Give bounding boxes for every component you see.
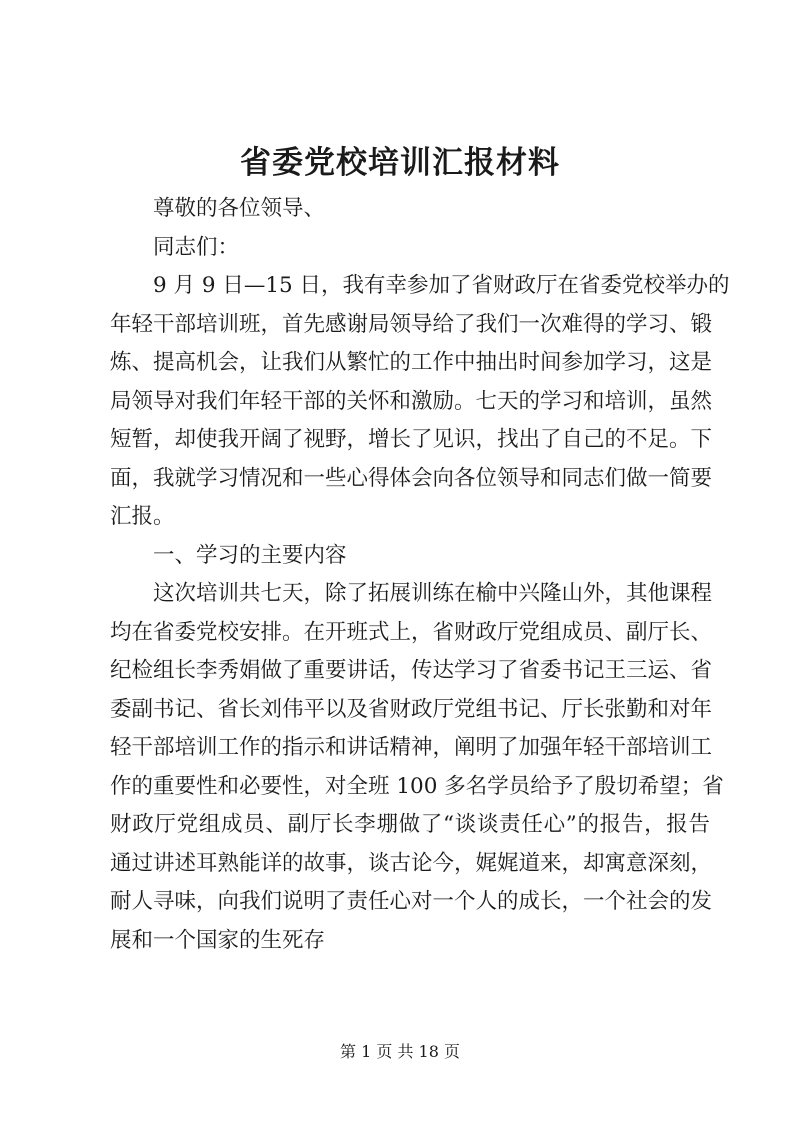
paragraph-line: 财政厅党组成员、副厅长李堋做了“谈谈责任心”的报告，报告 <box>110 812 710 837</box>
paragraph-line: 均在省委党校安排。在开班式上，省财政厅党组成员、副厅长、 <box>110 619 713 645</box>
paragraph-line: 这次培训共七天，除了拓展训练在榆中兴隆山外，其他课程 <box>153 581 713 606</box>
paragraph-line: 纪检组长李秀娟做了重要讲话，传达学习了省委书记王三运、省 <box>110 658 713 683</box>
page-number-footer: 第 1 页 共 18 页 <box>340 1042 460 1061</box>
paragraph-line: 展和一个国家的生死存 <box>110 927 326 953</box>
paragraph-line: 炼、提高机会，让我们从繁忙的工作中抽出时间参加学习，这是 <box>110 350 713 375</box>
paragraph-line: 面，我就学习情况和一些心得体会向各位领导和同志们做一简要 <box>110 465 713 491</box>
paragraph-line: 作的重要性和必要性，对全班 100 多名学员给予了殷切希望；省 <box>110 773 724 799</box>
paragraph-line: 局领导对我们年轻干部的关怀和激励。七天的学习和培训，虽然 <box>110 388 713 414</box>
salutation-line: 同志们： <box>153 234 240 260</box>
paragraph-line: 轻干部培训工作的指示和讲话精神，阐明了加强年轻干部培训工 <box>110 735 713 760</box>
paragraph-line: 通过讲述耳熟能详的故事，谈古论今，娓娓道来，却寓意深刻， <box>110 850 713 876</box>
paragraph-line: 年轻干部培训班，首先感谢局领导给了我们一次难得的学习、锻 <box>110 311 713 337</box>
paragraph-line: 9 月 9 日—15 日，我有幸参加了省财政厅在省委党校举办的 <box>153 273 730 298</box>
document-title: 省委党校培训汇报材料 <box>240 145 560 181</box>
paragraph-line: 委副书记、省长刘伟平以及省财政厅党组书记、厅长张勤和对年 <box>110 696 713 722</box>
paragraph-line: 耐人寻味，向我们说明了责任心对一个人的成长，一个社会的发 <box>110 889 713 914</box>
paragraph-line: 汇报。 <box>110 504 175 529</box>
section-heading: 一、学习的主要内容 <box>153 542 347 568</box>
document-body <box>110 190 730 960</box>
salutation-line: 尊敬的各位领导、 <box>153 196 326 221</box>
paragraph-line: 短暂，却使我开阔了视野，增长了见识，找出了自己的不足。下 <box>110 427 713 452</box>
